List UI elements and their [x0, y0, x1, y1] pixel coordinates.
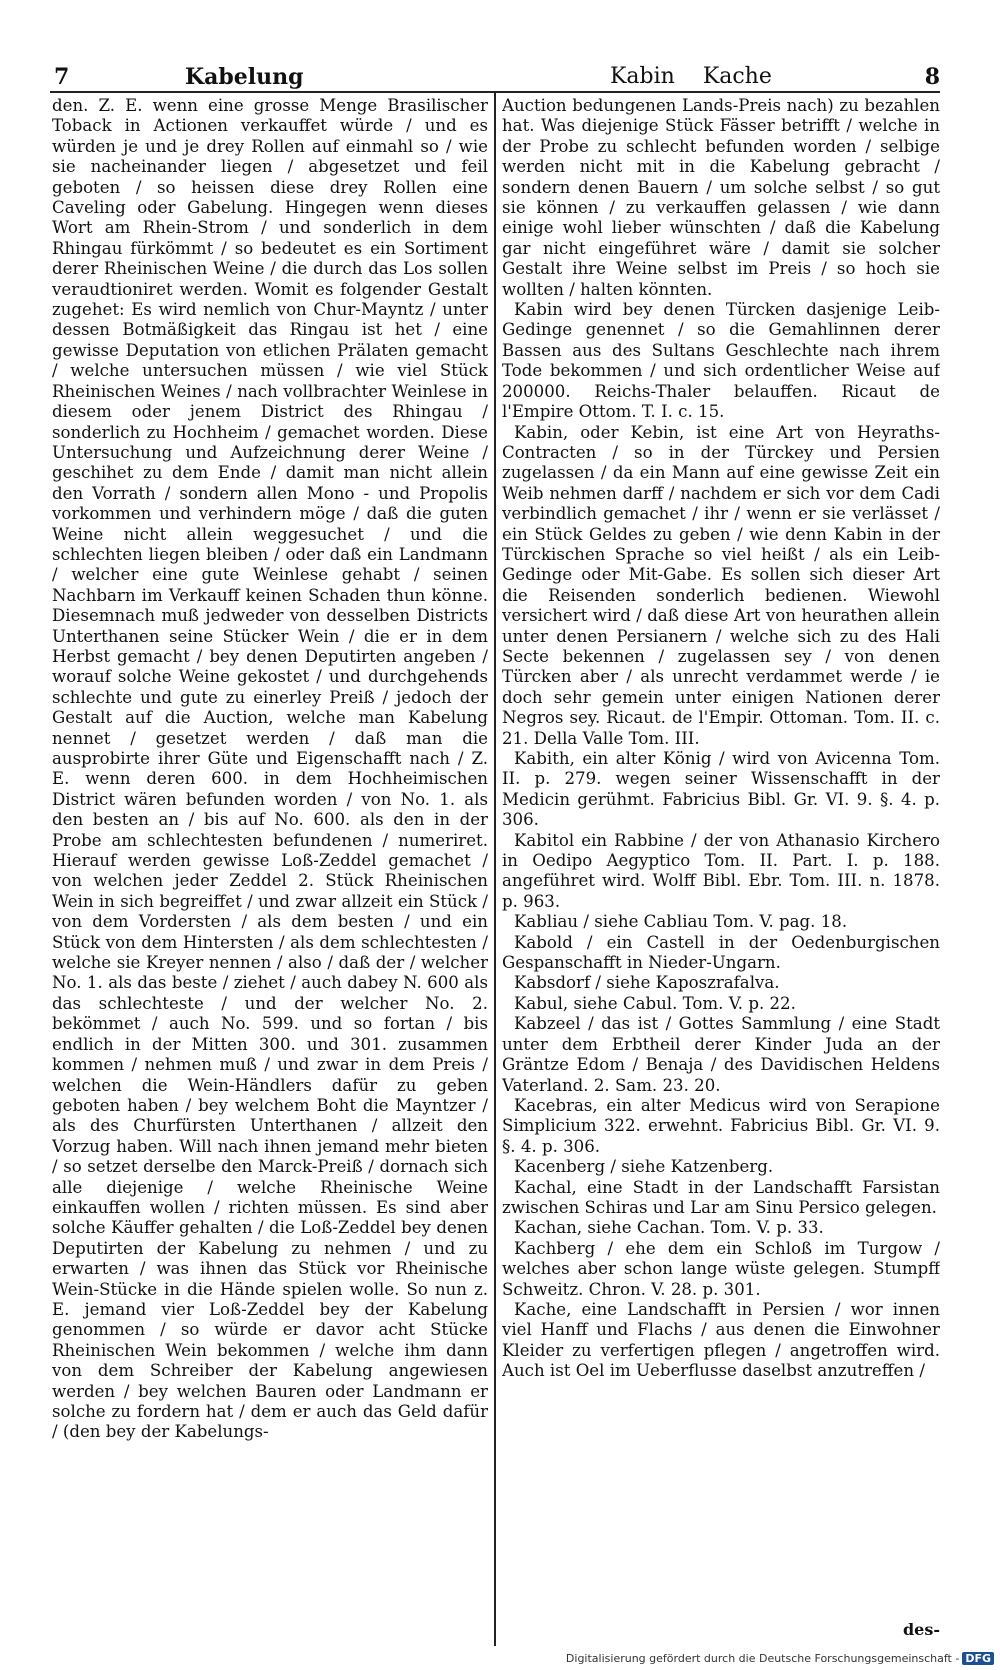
credit-text: Digitalisierung gefördert durch die Deutsche Forschungsgemeinschaft -: [565, 1652, 960, 1665]
paragraph: Auction bedungenen Lands-Preis nach) zu bezahlen hat. Was diejenige Stück Fässer betrifft / welche in der Probe zu schlecht befunden worden / selbige werden nicht mit in die Kabelung gebracht / sondern denen Bauern / um solche selbst / so gut sie können / zu verkauffen gelassen / wie dann einige wohl lieber wünschten / daß die Kabelung gar nicht eingeführet wäre / damit sie solcher Gestalt ihre Weine selbst im Preis / so hoch sie wollten / halten könnten.: [502, 96, 940, 299]
page-number-left: 7: [54, 64, 70, 90]
left-column: [52, 96, 488, 1646]
entry-kacenberg: Kacenberg / siehe Katzenberg.: [514, 1157, 774, 1177]
running-title-left: Kabelung: [185, 64, 304, 90]
dfg-logo: DFG: [962, 1652, 994, 1665]
running-header: [50, 60, 940, 92]
digitization-credit: [566, 1652, 994, 1668]
entry-kachberg: Kachberg / ehe dem ein Schloß im Turgow / welches aber schon lange wüste gelegen. Stumpff Schweitz. Chron. V. 28. p. 301.: [502, 1238, 940, 1299]
column-divider: [494, 93, 496, 1646]
catchword: des-: [902, 1620, 940, 1639]
entry-kache: Kache, eine Landschafft in Persien / wor innen viel Hanff und Flachs / aus denen die Einwohner Kleider zu verfertigen pflegen / angetroffen wird. Auch ist Oel im Ueberflusse daselbst anzutreffen /: [502, 1299, 940, 1381]
entry-kachan: Kachan, siehe Cachan. Tom. V. p. 33.: [514, 1218, 824, 1238]
entry-kachal: Kachal, eine Stadt in der Landschafft Farsistan zwischen Schiras und Lar am Sinu Persico gelegen.: [502, 1177, 940, 1217]
right-column: [502, 96, 940, 1646]
entry-kabzeel: Kabzeel / das ist / Gottes Sammlung / eine Stadt unter dem Erbtheil derer Kinder Juda an der Gräntze Edom / Benaja / des Davidischen Heldens Vaterland. 2. Sam. 23. 20.: [502, 1014, 940, 1095]
entry-kabul: Kabul, siehe Cabul. Tom. V. p. 22.: [514, 993, 796, 1013]
page-number-right: 8: [924, 64, 940, 90]
entry-kabith: Kabith, ein alter König / wird von Avicenna Tom. II. p. 279. wegen seiner Wissenschafft in der Medicin gerühmt. Fabricius Bibl. Gr. VI. 9. §. 4. p. 306.: [502, 749, 940, 830]
entry-kabliau: Kabliau / siehe Cabliau Tom. V. pag. 18.: [514, 912, 848, 932]
entry-kabin: Kabin wird bey denen Türcken dasjenige Leib-Gedinge genennet / so die Gemahlinnen derer Bassen aus des Sultans Geschlechte nach ihrem Tode bekommen / und sich ordentlicher Weise auf 200000. Reichs-Thaler belauffen. Ricaut de l'Empire Ottom. T. I. c. 15.: [502, 300, 940, 422]
entry-kacebras: Kacebras, ein alter Medicus wird von Serapione Simplicium 322. erwehnt. Fabricius Bibl. Gr. VI. 9. §. 4. p. 306.: [502, 1095, 940, 1156]
running-title-right: Kabin Kache: [610, 64, 772, 89]
entry-kabin-kebin: Kabin, oder Kebin, ist eine Art von Heyraths-Contracten / so in der Türckey und Persien zugelassen / da ein Mann auf eine gewisse Zeit ein Weib nehmen darff / nachdem er sich vor dem Cadi verbindlich gemachet / ihr / wenn er sie verlässet / ein Stück Geldes zu geben / wie denn Kabin in der Türckischen Sprache so viel heißt / als ein Leib-Gedinge oder Mit-Gabe. Es sollen sich dieser Art die Reisenden sonderlich bedienen. Wiewohl versichert wird / daß diese Art von heurathen allein unter denen Persianern / welche sich zu des Hali Secte bekennen / zugelassen sey / von denen Türcken aber / als unrecht verdammet werde / ie doch sehr gemein unter einigen Nationen derer Negros sey. Ricaut. de l'Empir. Ottoman. Tom. II. c. 21. Della Valle Tom. III.: [502, 422, 940, 748]
paragraph: den. Z. E. wenn eine grosse Menge Brasilischer Toback in Actionen verkauffet würde / und es würden je und je drey Rollen auf einmahl so / wie sie nacheinander liegen / abgesetzet und feil geboten / so heissen diese drey Rollen eine Caveling oder Gabelung. Hingegen wenn dieses Wort am Rhein-Strom / und sonderlich in dem Rhingau fürkömmt / so bedeutet es ein Sortiment derer Rheinischen Weine / die durch das Los sollen veraudtioniret werden. Womit es folgender Gestalt zugehet: Es wird nemlich von Chur-Mayntz / unter dessen Botmäßigkeit das Ringau ist het / eine gewisse Deputation von etlichen Prälaten gemacht / welche untersuchen müssen / wie viel Stück Rheinischen Weines / nach vollbrachter Weinlese in diesem oder jenem District des Rhingau / sonderlich zu Hochheim / gemachet worden. Diese Untersuchung und Aufzeichnung derer Weine / geschihet zu dem Ende / damit man nicht allein den Vorrath / sondern allen Mono - und Propolis vorkommen und verhindern möge / daß die guten Weine nicht allein weggesuchet / und die schlechten liegen bleiben / oder daß ein Landmann / welcher eine gute Weinlese gehabt / seinen Nachbarn im Verkauff keinen Schaden thun könne. Diesemnach muß jedweder von desselben Districts Unterthanen seine Stücker Wein / die er in dem Herbst gemacht / bey denen Deputirten angeben / worauf solche Weine gekostet / und durchgehends schlechte und gute zu einerley Preiß / jedoch der Gestalt auf die Auction, welche man Kabelung nennet / gesetzet werden / daß man die ausprobirte ihrer Güte und Eigenschafft nach / Z. E. wenn deren 600. in dem Hochheimischen District wären befunden worden / von No. 1. als den besten an / bis auf No. 600. als den in der Probe am schlechtesten befundenen / numeriret. Hierauf werden gewisse Loß-Zeddel gemachet / von welchen jeder Zeddel 2. Stück Rheinischen Wein in sich begreiffet / und zwar allzeit ein Stück / von dem Vordersten / als dem besten / und ein Stück von dem Hintersten / als dem schlechtesten / welche sie Kreyer nennen / also / daß der / welcher No. 1. als das beste / ziehet / auch dabey N. 600 als das schlechteste / und der welcher No. 2. bekömmet / auch No. 599. und so fortan / bis endlich in der Mitten 300. und 301. zusammen kommen / nehmen muß / und zwar in dem Preis / welchen die Wein-Händlers dafür zu geben geboten haben / bey welchem Boht die Mayntzer / als des Churfürsten Unterthanen / allzeit den Vorzug haben. Will nach ihnen jemand mehr bieten / so setzet derselbe den Marck-Preiß / dornach sich alle diejenige / welche Rheinische Weine einkauffen wollen / richten müssen. Es sind aber solche Käuffer gehalten / die Loß-Zeddel bey denen Deputirten der Kabelung zu nehmen / und zu erwarten / was ihnen das Stück vor Rheinische Wein-Stücke in die Hände spielen wolle. So nun z. E. jemand vier Loß-Zeddel bey der Kabelung genommen / so würde er davor acht Stücke Rheinischen Wein bekommen / welche ihm dann von dem Schreiber der Kabelung angewiesen werden / bey welchen Bauren oder Landmann er solche zu fordern hat / dem er auch das Geld dafür / (den bey der Kabelungs-: [52, 96, 488, 1442]
entry-kabitol: Kabitol ein Rabbine / der von Athanasio Kirchero in Oedipo Aegyptico Tom. II. Part. I. p. 188. angeführet wird. Wolff Bibl. Ebr. Tom. III. n. 1878. p. 963.: [502, 830, 940, 911]
entry-kabsdorf: Kabsdorf / siehe Kaposzrafalva.: [514, 973, 780, 993]
entry-kabold: Kabold / ein Castell in der Oedenburgischen Gespanschafft in Nieder-Ungarn.: [502, 932, 940, 973]
